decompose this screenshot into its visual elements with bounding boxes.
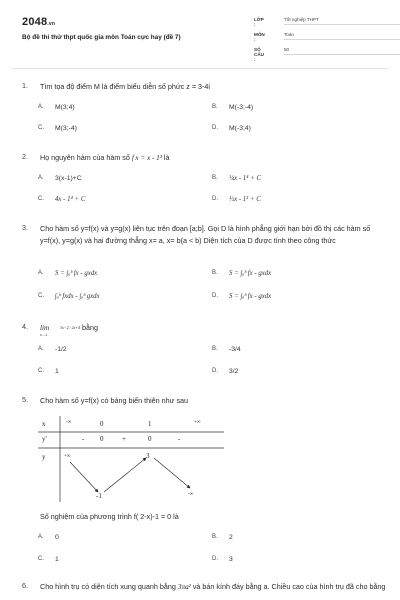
meta-subject-key: MÔN : (254, 32, 265, 42)
question-text: Họ nguyên hàm của hàm số f x = x - 1³ là (40, 153, 170, 162)
page-header (0, 0, 400, 64)
y-value: +∞ (64, 454, 71, 459)
meta-count-value: 50 (284, 47, 400, 55)
question-number: 2. (22, 152, 28, 161)
document-title: Bộ đề thi thử thpt quốc gia môn Toán cực hay (đề 7) (22, 34, 181, 41)
question-number: 1. (22, 81, 28, 90)
y-value: -∞ (188, 492, 194, 497)
row-x-label: x (42, 420, 46, 428)
yprime-sign: - (178, 435, 181, 443)
question-text: Cho hàm số y=f(x) và y=g(x) liên tục trên đoạn [a;b]. Gọi D là hình phẳng giới hạn bởi đồ thị các hàm số y=f(x), y=g(x) và hai đường thẳng x= a, x= b(a < b) Diện tích của D được tính theo công thức (40, 224, 371, 245)
row-yprime-label: y' (42, 435, 47, 443)
question-text: Tìm tọa độ điểm M là điểm biểu diễn số phức z = 3-4i (40, 82, 211, 91)
y-value: -1 (96, 492, 102, 500)
header-divider (12, 68, 388, 69)
yprime-sign: 0 (148, 435, 152, 443)
question-text: lim x→1 3x−2 / 2x+4 bằng (40, 323, 99, 337)
question-number: 4. (22, 322, 28, 331)
meta-subject-value: Toán (284, 32, 400, 40)
row-y-label: y (42, 453, 46, 461)
question-text: Cho hình trụ có diện tích xung quanh bằng 3πa² và bán kính đáy bằng a. Chiều cao của hình trụ đã cho bằng (40, 582, 386, 591)
site-logo[interactable]: 2048.vn (22, 16, 56, 28)
x-value: 1 (148, 420, 152, 428)
yprime-sign: + (122, 435, 126, 443)
x-value: 0 (100, 420, 104, 428)
meta-count-key: SỐ CÂU : (254, 47, 264, 62)
variation-table-lines (38, 416, 224, 502)
question-text: Cho hàm số y=f(x) có bảng biến thiên như sau (40, 396, 189, 405)
yprime-sign: 0 (100, 435, 104, 443)
x-value: +∞ (194, 420, 201, 425)
y-value: 3 (146, 452, 150, 460)
question-number: 5. (22, 395, 28, 404)
yprime-sign: - (82, 435, 85, 443)
question-followup-text: Số nghiệm của phương trình f( 2-x)-1 = 0 là (40, 512, 179, 521)
variation-table (38, 416, 224, 502)
x-value: -∞ (66, 420, 72, 425)
meta-class-key: LỚP : (254, 17, 264, 27)
question-number: 6. (22, 581, 28, 590)
question-number: 3. (22, 223, 28, 232)
meta-class-value: Tốt nghiệp THPT (284, 17, 400, 25)
